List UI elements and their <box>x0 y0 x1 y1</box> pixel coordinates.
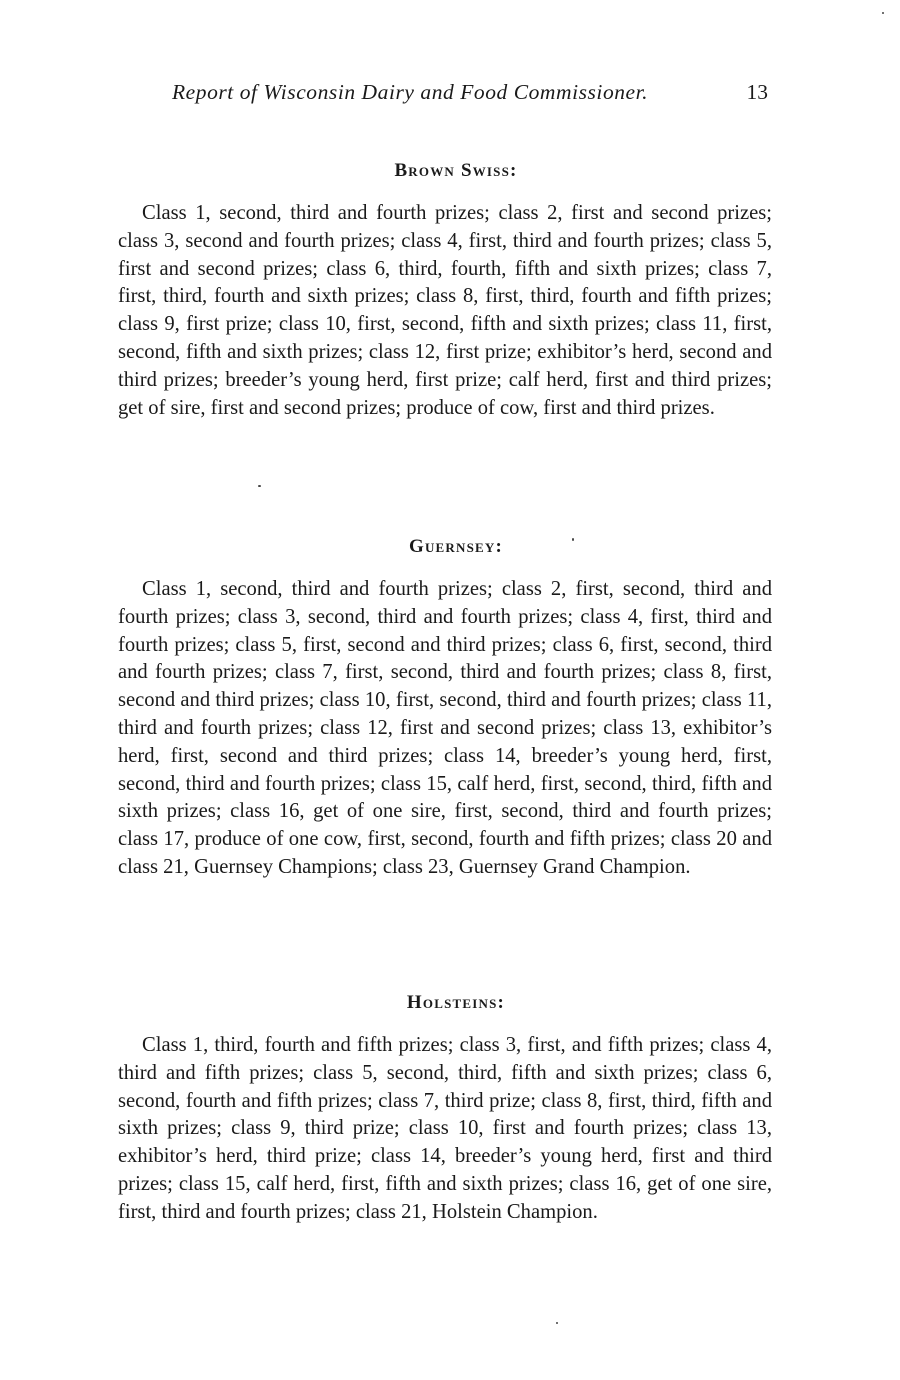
scan-speck <box>556 1322 558 1324</box>
page-number: 13 <box>746 80 768 104</box>
section-heading-guernsey: Guernsey: <box>408 536 504 557</box>
section-heading-holsteins: Holsteins: <box>406 992 506 1013</box>
section-text-brown-swiss: Class 1, second, third and fourth prizes; class 2, first and second prizes; class 3, second and fourth prizes; class 4, first, third and fourth prizes; class 5, first and second prizes; class 6, third, fourth, fifth and sixth prizes; class 7, first, third, fourth and sixth prizes; class 8, first, third, fourth and fifth prizes; class 9, first prize; class 10, first, second, fifth and sixth prizes; class 11, first, second, fifth and sixth prizes; class 12, first prize; exhibitor’s herd, second and third prizes; breeder’s young herd, first prize; calf herd, first and third prizes; get of sire, first and second prizes; produce of cow, first and third prizes. <box>118 202 772 419</box>
section-holsteins <box>118 990 772 1227</box>
section-text-holsteins: Class 1, third, fourth and fifth prizes; class 3, first, and fifth prizes; class 4, third and fifth prizes; class 5, second, third, fifth and sixth prizes; class 6, second, fourth and fifth prizes; class 7, third prize; class 8, first, third, fifth and sixth prizes; class 9, third prize; class 10, first and fourth prizes; class 13, exhibitor’s herd, third prize; class 14, breeder’s young herd, first and third prizes; class 15, calf herd, first, fifth and sixth prizes; class 16, get of one sire, first, third and fourth prizes; class 21, Holstein Champion. <box>118 1034 772 1223</box>
running-head <box>170 80 770 110</box>
scan-speck <box>882 12 884 14</box>
section-brown-swiss <box>118 158 772 422</box>
running-head-title: Report of Wisconsin Dairy and Food Commissioner. <box>172 80 649 104</box>
section-text-guernsey: Class 1, second, third and fourth prizes; class 2, first, second, third and fourth prizes; class 3, second, third and fourth prizes; class 4, first, third and fourth prizes; class 5, first, second and third prizes; class 6, first, second, third and fourth prizes; class 7, first, second, third and fourth prizes; class 8, first, second and third prizes; class 10, first, second, third and fourth prizes; class 11, third and fourth prizes; class 12, first and second prizes; class 13, exhibitor’s herd, first, second and third prizes; class 14, breeder’s young herd, first, second, third and fourth prizes; class 15, calf herd, first, second, third, fifth and sixth prizes; class 16, get of one sire, first, second, third and fourth prizes; class 17, produce of one cow, first, second, fourth and fifth prizes; class 20 and class 21, Guernsey Champions; class 23, Guernsey Grand Champion. <box>118 578 772 878</box>
section-heading-brown-swiss: Brown Swiss: <box>394 160 518 181</box>
scan-speck <box>572 538 574 541</box>
section-guernsey <box>118 534 772 882</box>
scan-speck <box>258 485 261 487</box>
